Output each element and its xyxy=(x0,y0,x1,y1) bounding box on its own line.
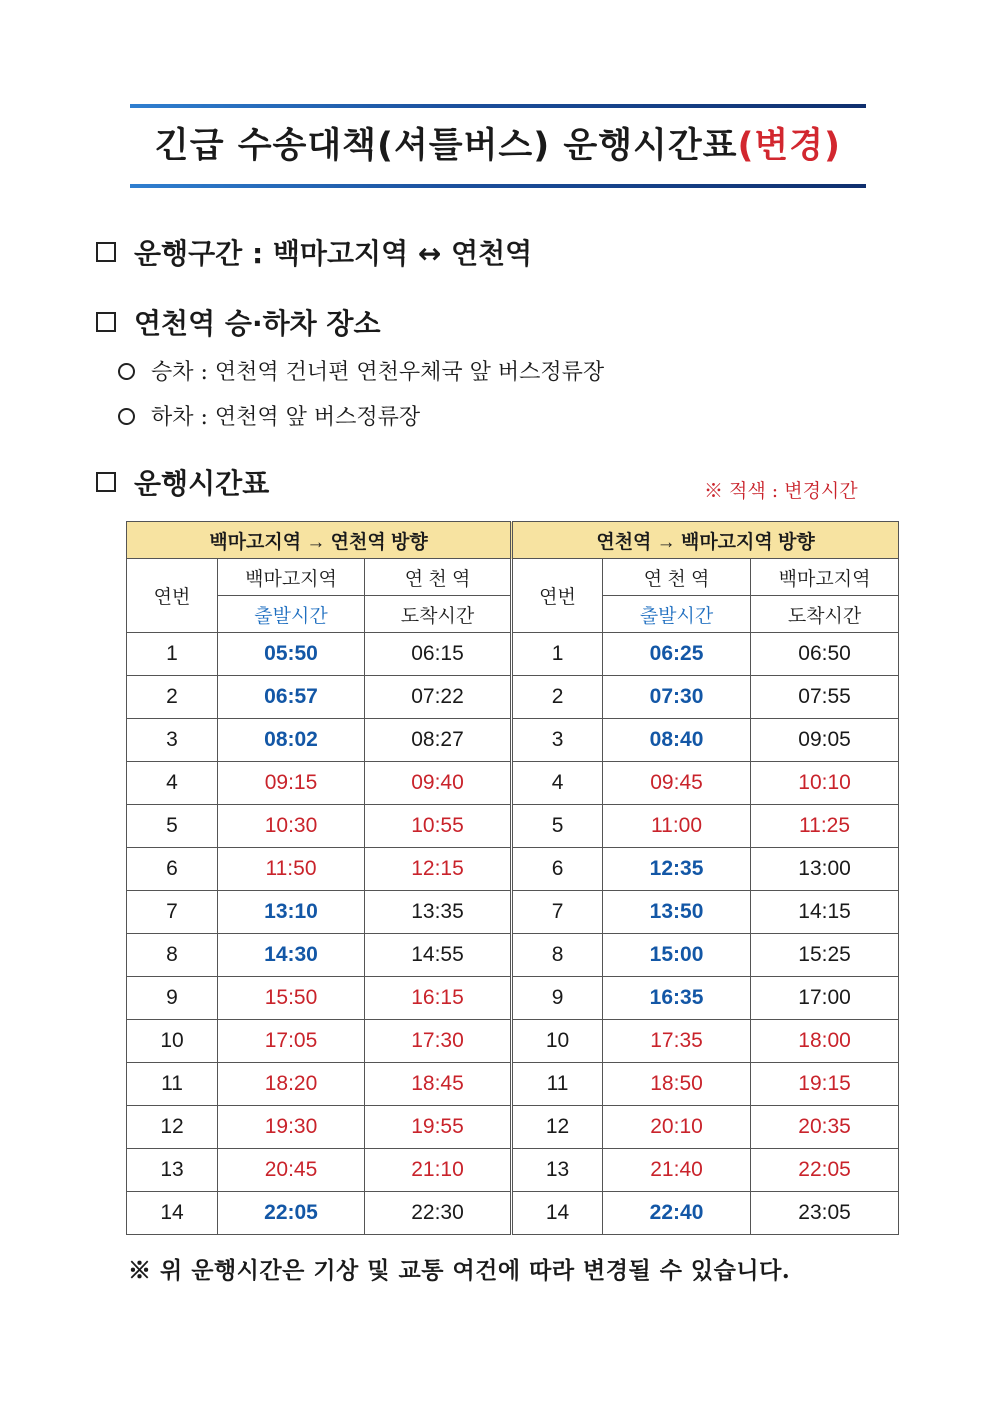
timetable-body xyxy=(127,633,899,1235)
b-departure-time: 20:10 xyxy=(603,1106,751,1149)
checkbox-square-icon xyxy=(96,472,116,492)
a-arrival-header: 도착시간 xyxy=(365,596,512,633)
a-arrival-time: 06:15 xyxy=(365,633,512,676)
a-departure-time: 08:02 xyxy=(218,719,365,762)
b-departure-time: 21:40 xyxy=(603,1149,751,1192)
boarding-text: 승차 : 연천역 건너편 연천우체국 앞 버스정류장 xyxy=(151,360,605,385)
circle-bullet-icon xyxy=(118,363,135,380)
direction-a-header: 백마고지역 → 연천역 방향 xyxy=(127,522,512,559)
table-row xyxy=(127,1106,899,1149)
title-banner xyxy=(130,104,866,190)
table-row xyxy=(127,1192,899,1235)
title-rule-top xyxy=(130,104,866,108)
a-departure-time: 13:10 xyxy=(218,891,365,934)
a-trip-number: 14 xyxy=(127,1192,218,1235)
table-row xyxy=(127,633,899,676)
a-trip-number: 13 xyxy=(127,1149,218,1192)
column-header-row xyxy=(127,559,899,596)
a-departure-time: 11:50 xyxy=(218,848,365,891)
b-departure-time: 12:35 xyxy=(603,848,751,891)
b-departure-time: 22:40 xyxy=(603,1192,751,1235)
b-arrival-time: 13:00 xyxy=(751,848,899,891)
a-departure-time: 15:50 xyxy=(218,977,365,1020)
title-rule-bottom xyxy=(130,184,866,188)
footnote: ※ 위 운행시간은 기상 및 교통 여건에 따라 변경될 수 있습니다. xyxy=(128,1257,791,1284)
b-departure-time: 09:45 xyxy=(603,762,751,805)
timetable-section-label: 운행시간표 xyxy=(134,467,270,500)
alighting-text: 하차 : 연천역 앞 버스정류장 xyxy=(151,405,421,430)
a-departure-time: 14:30 xyxy=(218,934,365,977)
b-trip-number: 9 xyxy=(512,977,603,1020)
b-departure-time: 07:30 xyxy=(603,676,751,719)
b-arrival-time: 10:10 xyxy=(751,762,899,805)
a-trip-number: 10 xyxy=(127,1020,218,1063)
title-main: 긴급 수송대책(셔틀버스) 운행시간표 xyxy=(154,126,738,166)
table-row xyxy=(127,805,899,848)
b-station2-header: 백마고지역 xyxy=(751,559,899,596)
b-trip-number: 6 xyxy=(512,848,603,891)
b-trip-number: 11 xyxy=(512,1063,603,1106)
timetable-section xyxy=(96,466,269,502)
b-departure-time: 13:50 xyxy=(603,891,751,934)
route-section xyxy=(96,236,532,272)
b-trip-number: 4 xyxy=(512,762,603,805)
table-row xyxy=(127,762,899,805)
b-arrival-time: 20:35 xyxy=(751,1106,899,1149)
table-row xyxy=(127,1020,899,1063)
b-station-header: 연 천 역 xyxy=(603,559,751,596)
table-row xyxy=(127,891,899,934)
b-arrival-time: 23:05 xyxy=(751,1192,899,1235)
a-trip-number: 1 xyxy=(127,633,218,676)
a-arrival-time: 12:15 xyxy=(365,848,512,891)
b-departure-header: 출발시간 xyxy=(603,596,751,633)
direction-b-header: 연천역 → 백마고지역 방향 xyxy=(512,522,899,559)
a-station2-header: 연 천 역 xyxy=(365,559,512,596)
a-arrival-time: 13:35 xyxy=(365,891,512,934)
a-arrival-time: 22:30 xyxy=(365,1192,512,1235)
b-trip-number: 2 xyxy=(512,676,603,719)
b-trip-number: 13 xyxy=(512,1149,603,1192)
a-arrival-time: 10:55 xyxy=(365,805,512,848)
a-departure-header: 출발시간 xyxy=(218,596,365,633)
a-trip-number: 11 xyxy=(127,1063,218,1106)
table-row xyxy=(127,1149,899,1192)
b-arrival-time: 17:00 xyxy=(751,977,899,1020)
b-trip-number: 8 xyxy=(512,934,603,977)
a-arrival-time: 17:30 xyxy=(365,1020,512,1063)
a-departure-time: 20:45 xyxy=(218,1149,365,1192)
a-trip-number: 6 xyxy=(127,848,218,891)
stop-section xyxy=(96,306,381,342)
b-departure-time: 08:40 xyxy=(603,719,751,762)
a-departure-time: 17:05 xyxy=(218,1020,365,1063)
a-arrival-time: 07:22 xyxy=(365,676,512,719)
stop-section-label: 연천역 승·하차 장소 xyxy=(134,307,381,340)
a-station-header: 백마고지역 xyxy=(218,559,365,596)
b-trip-number: 12 xyxy=(512,1106,603,1149)
table-row xyxy=(127,719,899,762)
a-no-header: 연번 xyxy=(127,559,218,633)
route-label: 운행구간 : 백마고지역 ↔ 연천역 xyxy=(134,237,533,270)
alighting-info xyxy=(118,403,420,433)
legend-note: ※ 적색 : 변경시간 xyxy=(704,480,858,502)
checkbox-square-icon xyxy=(96,242,116,262)
a-trip-number: 7 xyxy=(127,891,218,934)
b-departure-time: 16:35 xyxy=(603,977,751,1020)
b-arrival-time: 18:00 xyxy=(751,1020,899,1063)
a-arrival-time: 18:45 xyxy=(365,1063,512,1106)
a-trip-number: 9 xyxy=(127,977,218,1020)
table-row xyxy=(127,1063,899,1106)
a-arrival-time: 16:15 xyxy=(365,977,512,1020)
b-arrival-time: 22:05 xyxy=(751,1149,899,1192)
b-arrival-time: 06:50 xyxy=(751,633,899,676)
a-arrival-time: 19:55 xyxy=(365,1106,512,1149)
direction-header-row xyxy=(127,522,899,559)
b-trip-number: 3 xyxy=(512,719,603,762)
b-trip-number: 14 xyxy=(512,1192,603,1235)
circle-bullet-icon xyxy=(118,408,135,425)
b-trip-number: 1 xyxy=(512,633,603,676)
b-trip-number: 7 xyxy=(512,891,603,934)
b-arrival-time: 07:55 xyxy=(751,676,899,719)
a-departure-time: 06:57 xyxy=(218,676,365,719)
b-arrival-header: 도착시간 xyxy=(751,596,899,633)
a-departure-time: 09:15 xyxy=(218,762,365,805)
b-trip-number: 10 xyxy=(512,1020,603,1063)
a-departure-time: 18:20 xyxy=(218,1063,365,1106)
a-trip-number: 12 xyxy=(127,1106,218,1149)
b-departure-time: 18:50 xyxy=(603,1063,751,1106)
b-arrival-time: 15:25 xyxy=(751,934,899,977)
b-departure-time: 06:25 xyxy=(603,633,751,676)
b-arrival-time: 19:15 xyxy=(751,1063,899,1106)
b-departure-time: 17:35 xyxy=(603,1020,751,1063)
boarding-info xyxy=(118,358,604,388)
a-trip-number: 3 xyxy=(127,719,218,762)
b-arrival-time: 11:25 xyxy=(751,805,899,848)
b-departure-time: 15:00 xyxy=(603,934,751,977)
page-title xyxy=(130,118,866,174)
a-arrival-time: 08:27 xyxy=(365,719,512,762)
table-row xyxy=(127,676,899,719)
a-trip-number: 4 xyxy=(127,762,218,805)
b-trip-number: 5 xyxy=(512,805,603,848)
b-no-header: 연번 xyxy=(512,559,603,633)
a-departure-time: 22:05 xyxy=(218,1192,365,1235)
table-row xyxy=(127,934,899,977)
a-trip-number: 5 xyxy=(127,805,218,848)
a-trip-number: 2 xyxy=(127,676,218,719)
a-departure-time: 05:50 xyxy=(218,633,365,676)
title-changed-tag: (변경) xyxy=(737,126,842,166)
b-arrival-time: 14:15 xyxy=(751,891,899,934)
b-departure-time: 11:00 xyxy=(603,805,751,848)
a-arrival-time: 09:40 xyxy=(365,762,512,805)
checkbox-square-icon xyxy=(96,312,116,332)
a-departure-time: 10:30 xyxy=(218,805,365,848)
b-arrival-time: 09:05 xyxy=(751,719,899,762)
table-row xyxy=(127,977,899,1020)
a-departure-time: 19:30 xyxy=(218,1106,365,1149)
a-arrival-time: 21:10 xyxy=(365,1149,512,1192)
table-row xyxy=(127,848,899,891)
a-arrival-time: 14:55 xyxy=(365,934,512,977)
timetable xyxy=(126,521,899,1235)
a-trip-number: 8 xyxy=(127,934,218,977)
